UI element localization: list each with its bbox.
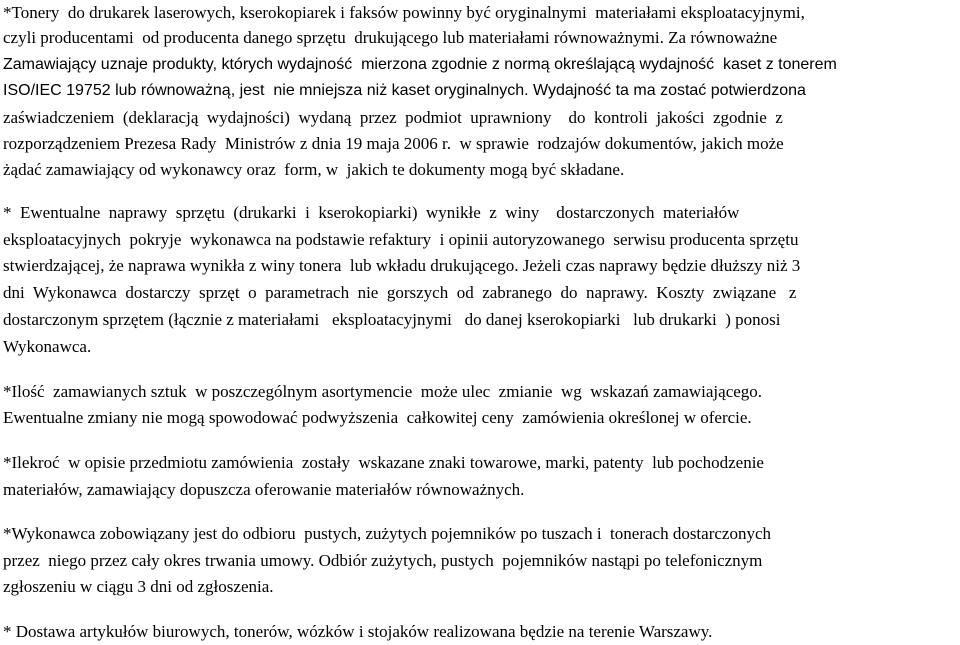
- text-line: dostarczonym sprzętem (łącznie z materiałami eksploatacyjnymi do danej kserokopiarki lub drukarki ) ponosi: [3, 310, 781, 329]
- text-line: Ewentualne zmiany nie mogą spowodować podwyższenia całkowitej ceny zamówienia określonej w ofercie.: [3, 408, 752, 427]
- text-line: ISO/IEC 19752 lub równoważną, jest nie mniejsza niż kaset oryginalnych. Wydajność ta ma zostać potwierdzona: [3, 82, 806, 99]
- text-line: dni Wykonawca dostarczy sprzęt o parametrach nie gorszych od zabranego do naprawy. Koszty związane z: [3, 283, 797, 302]
- text-line: przez niego przez cały okres trwania umowy. Odbiór zużytych, pustych pojemników nastąpi po telefonicznym: [3, 551, 763, 570]
- text-line: *Wykonawca zobowiązany jest do odbioru pustych, zużytych pojemników po tuszach i tonerach dostarczonych: [3, 524, 771, 543]
- text-line: zgłoszeniu w ciągu 3 dni od zgłoszenia.: [3, 577, 274, 596]
- text-line: * Dostawa artykułów biurowych, tonerów, wózków i stojaków realizowana będzie na terenie Warszawy.: [3, 622, 713, 641]
- text-line: Zamawiający uznaje produkty, których wydajność mierzona zgodnie z normą określającą wydajność kaset z tonerem: [3, 56, 837, 73]
- text-line: *Tonery do drukarek laserowych, kserokopiarek i faksów powinny być oryginalnymi materiałami eksploatacyjnymi,: [3, 3, 805, 22]
- text-line: materiałów, zamawiający dopuszcza oferowanie materiałów równoważnych.: [3, 480, 525, 499]
- text-line: czyli producentami od producenta danego sprzętu drukującego lub materiałami równoważnymi. Za równoważne: [3, 28, 778, 47]
- text-line: rozporządzeniem Prezesa Rady Ministrów z dnia 19 maja 2006 r. w sprawie rodzajów dokumentów, jakich może: [3, 134, 784, 153]
- text-line: Wykonawca.: [3, 337, 92, 356]
- text-line: * Ewentualne naprawy sprzętu (drukarki i kserokopiarki) wynikłe z winy dostarczonych materiałów: [3, 203, 740, 222]
- text-line: żądać zamawiający od wykonawcy oraz form, w jakich te dokumenty mogą być składane.: [3, 160, 625, 179]
- text-line: eksploatacyjnych pokryje wykonawca na podstawie refaktury i opinii autoryzowanego serwisu producenta sprzętu: [3, 230, 799, 249]
- text-line: zaświadczeniem (deklaracją wydajności) wydaną przez podmiot uprawniony do kontroli jakości zgodnie z: [3, 108, 783, 127]
- text-line: *Ilość zamawianych sztuk w poszczególnym asortymencie może ulec zmianie wg wskazań zamawiającego.: [3, 382, 763, 401]
- text-line: stwierdzającej, że naprawa wynikła z winy tonera lub wkładu drukującego. Jeżeli czas naprawy będzie dłuższy niż 3: [3, 256, 801, 275]
- text-line: *Ilekroć w opisie przedmiotu zamówienia zostały wskazane znaki towarowe, marki, patenty lub pochodzenie: [3, 453, 764, 472]
